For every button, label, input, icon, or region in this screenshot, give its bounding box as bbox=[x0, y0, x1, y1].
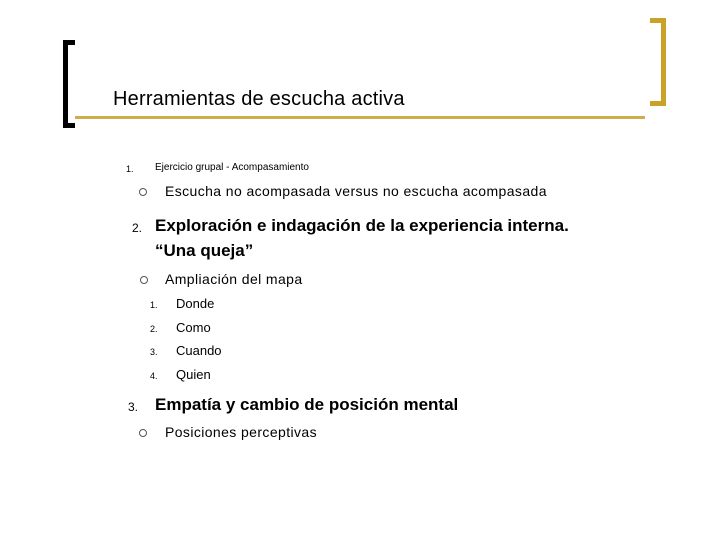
nested-item-2-text: Como bbox=[176, 320, 211, 335]
item-1-text: Ejercicio grupal - Acompasamiento bbox=[155, 162, 309, 173]
item-2-subitem-text: Ampliación del mapa bbox=[165, 271, 303, 287]
nested-item-4-text: Quien bbox=[176, 367, 211, 382]
nested-item-1-text: Donde bbox=[176, 296, 215, 311]
title-underline bbox=[75, 116, 645, 119]
nested-item-2-number: 2. bbox=[150, 324, 158, 334]
nested-item-1-number: 1. bbox=[150, 300, 158, 310]
item-2-number: 2. bbox=[132, 221, 143, 235]
item-1-number: 1. bbox=[126, 164, 134, 174]
item-3-number: 3. bbox=[128, 400, 139, 414]
item-2-text: Exploración e indagación de la experiencia interna. bbox=[155, 216, 569, 235]
item-2-subtitle: “Una queja” bbox=[155, 241, 254, 260]
nested-item-3-text: Cuando bbox=[176, 343, 222, 358]
item-1-subitem-text: Escucha no acompasada versus no escucha acompasada bbox=[165, 183, 547, 199]
item-3-text: Empatía y cambio de posición mental bbox=[155, 395, 459, 414]
item-3-subitem-text: Posiciones perceptivas bbox=[165, 424, 317, 440]
slide-title: Herramientas de escucha activa bbox=[113, 88, 405, 110]
circle-bullet-icon bbox=[139, 429, 147, 437]
nested-item-4-number: 4. bbox=[150, 371, 158, 381]
right-bracket-decoration bbox=[650, 18, 666, 106]
circle-bullet-icon bbox=[140, 276, 148, 284]
left-bracket-decoration bbox=[63, 40, 75, 128]
nested-item-3-number: 3. bbox=[150, 347, 158, 357]
circle-bullet-icon bbox=[139, 188, 147, 196]
